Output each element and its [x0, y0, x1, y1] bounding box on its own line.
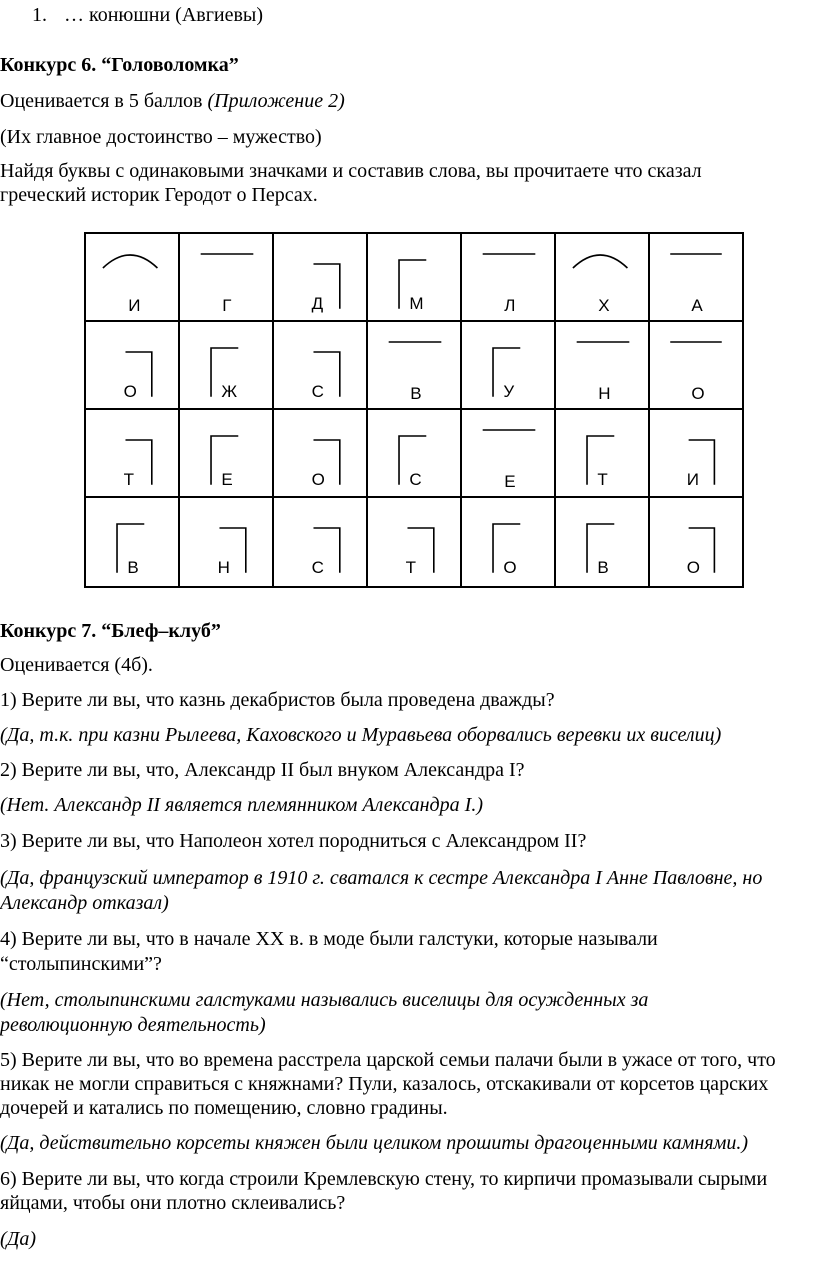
contest6-instruction-line2: греческий историк Геродот о Персах. — [0, 184, 318, 206]
question-6-line2: яйцами, чтобы они плотно склеивались? — [0, 1192, 346, 1214]
puzzle-letter: О — [123, 381, 137, 401]
answer-3-line1: (Да, французский император в 1910 г. сватался к сестре Александра I Анне Павловне, но — [0, 867, 763, 889]
puzzle-cell — [556, 410, 650, 498]
puzzle-cell — [462, 410, 556, 498]
answer-3-line2: Александр отказал) — [0, 892, 169, 914]
question-2: 2) Верите ли вы, что, Александр II был внуком Александра I? — [0, 759, 525, 781]
puzzle-cell — [274, 234, 368, 322]
puzzle-letter: Е — [504, 472, 516, 491]
puzzle-letter: В — [597, 557, 609, 577]
puzzle-cell — [180, 322, 274, 410]
puzzle-letter: А — [691, 296, 703, 315]
puzzle-letter: Г — [222, 296, 232, 315]
puzzle-letter: Е — [221, 469, 233, 489]
puzzle-cell — [86, 322, 180, 410]
question-3: 3) Верите ли вы, что Наполеон хотел породниться с Александром II? — [0, 830, 587, 852]
puzzle-letter: И — [686, 469, 700, 489]
puzzle-letter: Ж — [221, 381, 238, 401]
puzzle-letter: Х — [598, 296, 610, 315]
puzzle-cell — [556, 234, 650, 322]
question-5-line2: никак не могли справиться с княжнами? Пули, казалось, отскакивали от корсетов царских — [0, 1073, 769, 1095]
puzzle-letter: О — [503, 557, 517, 577]
puzzle-cell — [462, 498, 556, 586]
contest6-score-note: (Приложение 2) — [207, 90, 345, 112]
answer-6: (Да) — [0, 1228, 37, 1250]
answer-4-line1: (Нет, столыпинскими галстуками назывались виселицы для осужденных за — [0, 989, 649, 1011]
puzzle-letter: М — [409, 293, 424, 313]
question-5-line3: дочерей и катались по помещению, словно градины. — [0, 1097, 448, 1119]
puzzle-cell — [650, 410, 742, 498]
puzzle-cell — [462, 234, 556, 322]
contest6-score — [0, 88, 345, 114]
puzzle-cell — [556, 498, 650, 586]
puzzle-cell — [274, 410, 368, 498]
question-5-line1: 5) Верите ли вы, что во времена расстрела царской семьи палачи были в ужасе от того, что — [0, 1049, 776, 1071]
puzzle-cell — [368, 410, 462, 498]
puzzle-letter: О — [691, 384, 705, 403]
answer-1: (Да, т.к. при казни Рылеева, Каховского и Муравьева оборвались веревки их виселиц) — [0, 724, 722, 746]
answer-5: (Да, действительно корсеты княжен были целиком прошиты драгоценными камнями.) — [0, 1132, 749, 1154]
contest6-score-text: Оценивается в 5 баллов — [0, 90, 208, 112]
puzzle-cell — [650, 234, 742, 322]
puzzle-letter: Н — [217, 557, 230, 577]
puzzle-letter: Т — [123, 469, 134, 489]
puzzle-letter: И — [128, 296, 141, 315]
puzzle-letter: С — [311, 557, 324, 577]
puzzle-letter: Т — [405, 557, 416, 577]
puzzle-letter: Д — [311, 293, 324, 313]
list-text: … конюшни (Авгиевы) — [64, 4, 264, 26]
puzzle-letter: В — [127, 557, 139, 577]
puzzle-letter: Л — [504, 296, 516, 315]
contest6-title: Конкурс 6. “Головоломка” — [0, 54, 239, 76]
puzzle-cell — [556, 322, 650, 410]
contest7-score: Оценивается (4б). — [0, 654, 153, 676]
question-4-line2: “столыпинскими”? — [0, 953, 162, 975]
puzzle-cell — [86, 498, 180, 586]
puzzle-cell — [368, 322, 462, 410]
puzzle-cell — [462, 322, 556, 410]
puzzle-grid — [84, 232, 744, 588]
puzzle-letter: В — [410, 384, 422, 403]
puzzle-cell — [650, 498, 742, 586]
puzzle-cell — [180, 410, 274, 498]
puzzle-cell — [650, 322, 742, 410]
puzzle-letter: О — [686, 557, 701, 577]
list-item-1 — [32, 2, 263, 28]
puzzle-cell — [180, 498, 274, 586]
contest6-hint: (Их главное достоинство – мужество) — [0, 126, 322, 148]
question-6-line1: 6) Верите ли вы, что когда строили Кремлевскую стену, то кирпичи промазывали сырыми — [0, 1168, 768, 1190]
puzzle-cell — [274, 498, 368, 586]
contest6-instruction-line1: Найдя буквы с одинаковыми значками и составив слова, вы прочитаете что сказал — [0, 160, 702, 182]
puzzle-letter: У — [503, 381, 515, 401]
puzzle-cell — [368, 234, 462, 322]
question-1: 1) Верите ли вы, что казнь декабристов была проведена дважды? — [0, 689, 555, 711]
answer-2: (Нет. Александр II является племянником Александра I.) — [0, 794, 483, 816]
contest7-title: Конкурс 7. “Блеф–клуб” — [0, 620, 221, 642]
puzzle-letter: С — [311, 381, 324, 401]
question-4-line1: 4) Верите ли вы, что в начале XX в. в моде были галстуки, которые называли — [0, 928, 658, 950]
answer-4-line2: революционную деятельность) — [0, 1014, 266, 1036]
puzzle-letter: О — [311, 469, 325, 489]
list-number: 1. — [32, 4, 47, 26]
puzzle-letter: Т — [597, 469, 608, 489]
puzzle-cell — [86, 410, 180, 498]
puzzle-letter: С — [409, 469, 422, 489]
puzzle-cell — [368, 498, 462, 586]
puzzle-letter: Н — [598, 384, 611, 403]
puzzle-cell — [180, 234, 274, 322]
puzzle-cell — [86, 234, 180, 322]
puzzle-cell — [274, 322, 368, 410]
